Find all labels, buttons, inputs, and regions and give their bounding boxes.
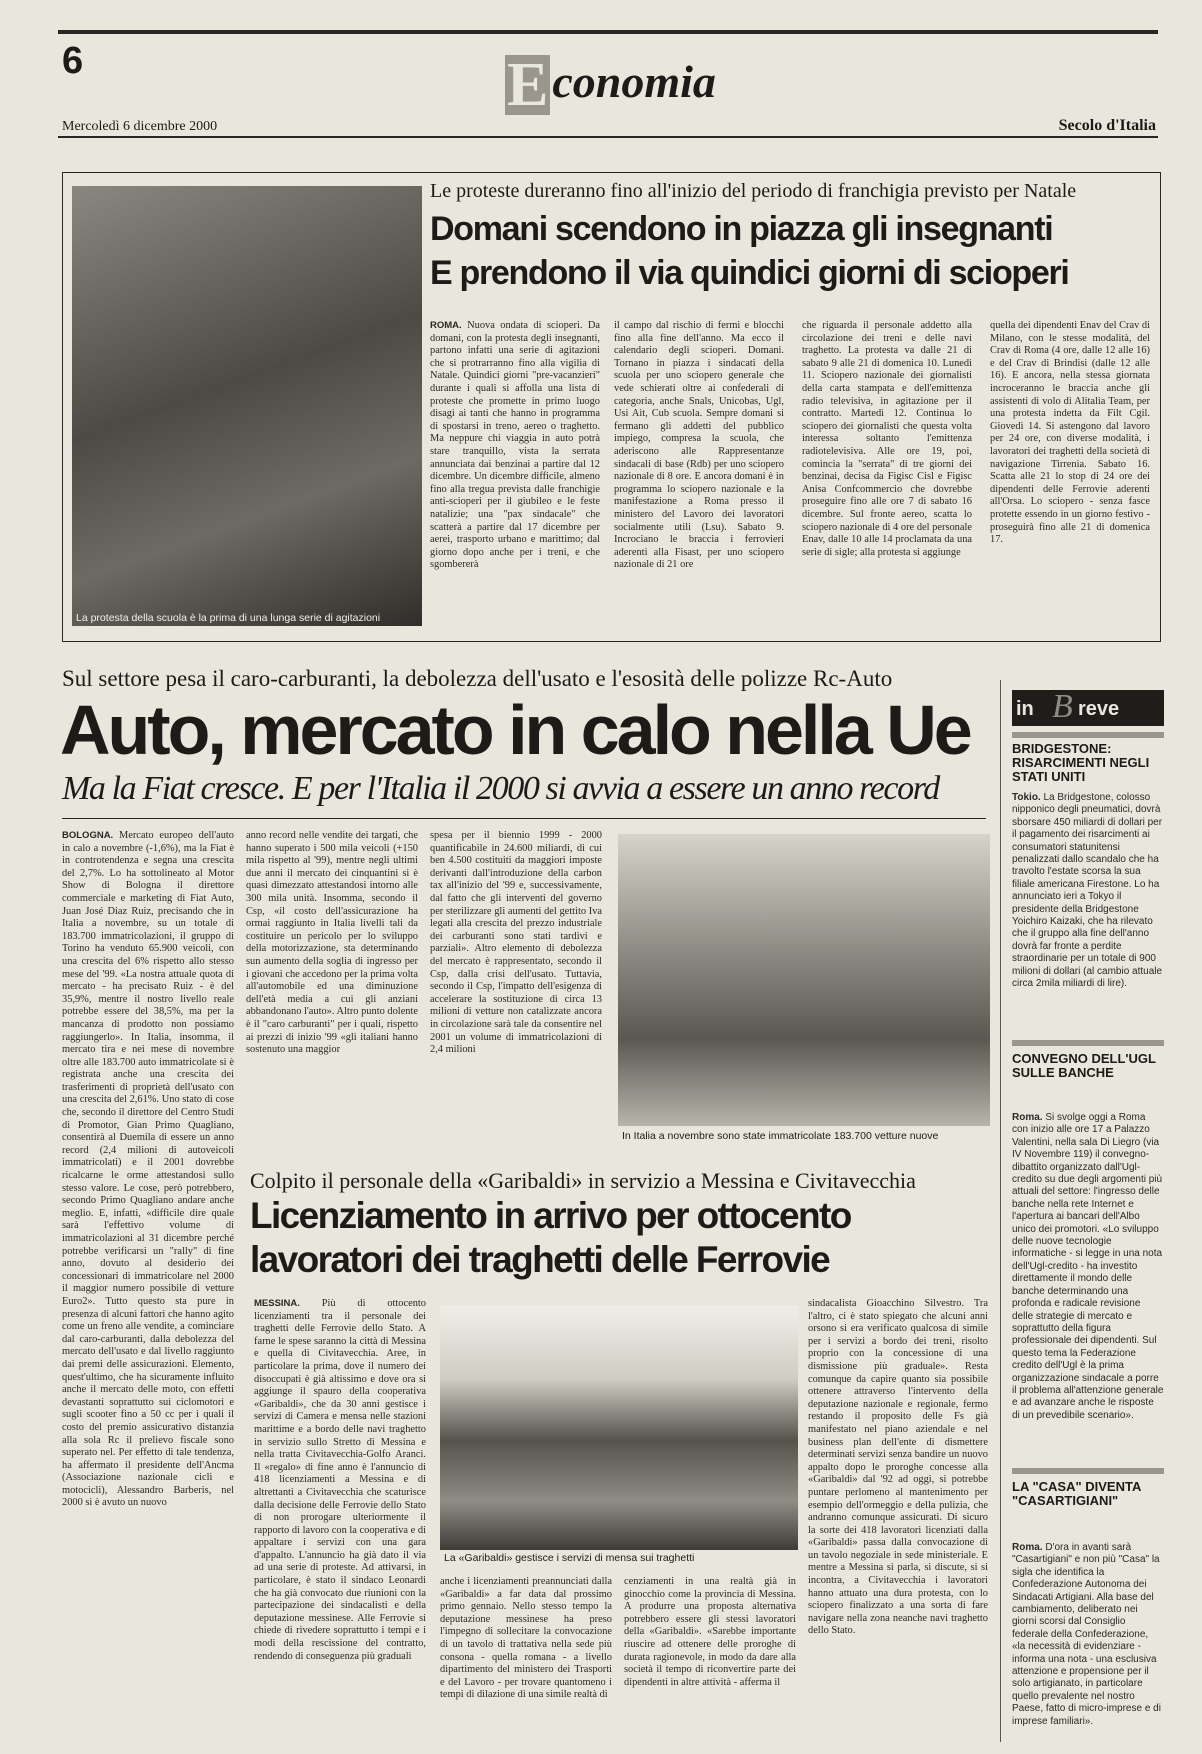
- breve-dateline-2: Roma.: [1012, 1112, 1043, 1123]
- breve-body-3: [1012, 1542, 1164, 1742]
- article2-column-2: [246, 830, 418, 1142]
- article1-headline-2: E prendono il via quindici giorni di scioperi: [430, 254, 1069, 292]
- article1-text-3: che riguarda il personale addetto alla circolazione dei treni e delle navi traghetto. La protesta va dalle 21 di sabato 9 alle 21 di domenica 10. Lunedì 11. Sciopero nazionale dei giornalisti della carta stampata e dell'emittenza radio televisiva, in agitazione per il contratto. Martedì 12. Continua lo sciopero dei giornalisti che questa volta interessa soltanto l'emittenza radiotelevisiva. Alle ore 19, poi, comincia la "serrata" di tre giorni dei benzinai, decisa da Figisc Cisl e Figisc Anisa Confcommercio che dovrebbe proseguire fino alle ore 7 di sabato 16 dicembre. Sul fronte aereo, scatta lo sciopero nazionale di 4 ore del personale Enav, dalle 10 alle 14 proclamata da una serie di sigle; alla protesta si aggiunge: [802, 320, 972, 558]
- article3-column-2: [440, 1576, 612, 1742]
- breve-dateline-3: Roma.: [1012, 1542, 1043, 1553]
- article2-text-3: spesa per il biennio 1999 - 2000 quantificabile in 24.600 miliardi, di cui ben 4.500 costituiti da maggiori imposte derivanti dall'introduzione della carbon tax all'inizio del '99 e, successivamente, dal fatto che gli interventi del governo per sterilizzare gli aumenti del gettito Iva legati alla crescita del prezzo industriale dei carburanti sono stati tardivi e parziali». Altro elemento di debolezza del mercato è rappresentato, secondo il Csp, dalla crisi dell'usato. Tuttavia, secondo il Csp, l'impatto dell'esigenza di accelerare la sostituzione di circa 13 milioni di vetture non catalizzate ancora in circolazione sarà tale da consentire nel 2001 un volume di immatricolazioni di 2,4 milioni: [430, 830, 602, 1056]
- breve-text-1: La Bridgestone, colosso nipponico degli pneumatici, dovrà sborsare 450 miliardi di dollari per il pagamento dei risarcimenti ai consumatori statunitensi penalizzati dallo scandalo che ha travolto l'estate scorsa la sua filiale americana Firestone. Lo ha annunciato ieri a Tokyo il presidente della Bridgestone Yoichiro Kaizaki, che ha rilevato che il gruppo alla fine dell'anno dovrà far fronte a perdite straordinarie per un totale di 900 milioni di dollari (al cambio attuale circa 2mila miliardi di lire).: [1012, 792, 1163, 990]
- article3-text-4: sindacalista Gioacchino Silvestro. Tra l'altro, ci è stato spiegato che alcuni anni orsono si era verificato qualcosa di simile per i servizi a bordo dei treni, risolto proprio con la concessione di una dismissione più graduale». Resta comunque da capire quanto sia possibile ottenere attraverso l'intervento della deputazione nazionale e regionale, fermo restando il proposito delle Fs già manifestato nel piano aziendale e nel business plan dell'ente di dismettere determinati servizi senza bandire un nuovo appalto dopo le proroghe concesse alla «Garibaldi» dal '92 ad oggi, si potrebbe puntare perlomeno al mantenimento per esempio dell'ormeggio e della pulizia, che andranno comunque assicurati. Di sicuro la sorte dei 418 lavoratori licenziati dalla «Garibaldi» passa dalla convocazione di un tavolo negoziale in sede ministeriale. E mentre a Messina si parla, si discute, si si incontra, a Civitavecchia i lavoratori hanno attuato una dura protesta, con lo sciopero finalizzato a una sorta di fare navigare nella zona neanche navi traghetto dello Stato.: [808, 1298, 988, 1637]
- article2-text-2: anno record nelle vendite dei targati, che hanno superato i 500 mila veicoli (+150 mila rispetto al '99), mentre negli ultimi due anni il mercato dei cinquantini si è quasi dimezzato attestandosi intorno alle 300 mila unità. Insomma, secondo il Csp, «il costo dell'assicurazione ha ormai raggiunto in Italia livelli tali da costituire un pericolo per lo sviluppo della motorizzazione, sta determinando sun aumento della soglia di ingresso per i giovani che accedono per la prima volta all'automobile ed una diminuzione dell'età media a cui gli anziani abbandonano l'auto». Altro punto dolente è il "caro carburanti" per i quali, rispetto ai prezzi di inizio '99 «gli italiani hanno sostenuto una maggior: [246, 830, 418, 1056]
- in-breve-reve: reve: [1078, 698, 1120, 720]
- breve-rule-3: [1012, 1468, 1164, 1474]
- newspaper-name: Secolo d'Italia: [1058, 117, 1156, 134]
- breve-rule-1: [1012, 732, 1164, 738]
- issue-date: Mercoledì 6 dicembre 2000: [62, 119, 218, 134]
- article3-text-2: anche i licenziamenti preannunciati dalla «Garibaldi» a far data dal prossimo primo gennaio. Nello stesso tempo la deputazione messinese ha preso l'impegno di sollecitare la convocazione di un tavolo di trattativa nella sede più consona - quella romana - a livello dipartimento del ministero dei Trasporti e del Lavoro - per trovare quantomeno i tempi di dilazione di una simile realtà di: [440, 1576, 612, 1701]
- article1-column-1: [430, 320, 600, 628]
- article3-text-1: Più di ottocento licenziamenti tra il personale dei traghetti delle Ferrovie dello Stato. A farne le spese saranno la città di Messina e quella di Civitavecchia. Aree, in particolare la prima, dove il numero dei disoccupati è già altissimo e dove ora si aggiunge il spauro della cooperativa «Garibaldi», che da 30 anni gestisce i servizi di Camera e mensa nelle stazioni marittime e a bordo delle navi traghetto in servizio sullo Stretto di Messina e nella tratta Civitavecchia-Golfo Aranci. Il «regalo» di fine anno è l'annuncio di 418 licenziamenti a Messina e di altrettanti a Civitavecchia che scaturisce dalla decisione delle Ferrovie dello Stato di non prorogare ulteriormente il rapporto di lavoro con la cooperativa e di appaltare i servizi con una gara d'appalto. L'annuncio ha già dato il via ad una serie di proteste. Ad attivarsi, in particolare, è stato il sindaco Leonardi che ha già convocato due riunioni con la partecipazione dei sindacalisti e della deputazione messinese. Alle Ferrovie si chiede di rivedere soprattutto i tempi e i modi della rescissione del contratto, rendendo di conseguenza più graduali: [254, 1298, 426, 1662]
- breve-headline-3: LA "CASA" DIVENTA "CASARTIGIANI": [1012, 1479, 1141, 1508]
- article3-column-4: [808, 1298, 988, 1742]
- article2-headline: Auto, mercato in calo nella Ue: [60, 691, 970, 769]
- article1-kicker: Le proteste dureranno fino all'inizio del periodo di franchigia previsto per Natale: [430, 180, 1077, 202]
- in-breve-label: [1012, 690, 1164, 726]
- article2-dateline: BOLOGNA.: [62, 830, 114, 841]
- in-breve-b: B: [1052, 688, 1073, 725]
- article1-headline-1: Domani scendono in piazza gli insegnanti: [430, 210, 1053, 248]
- article3-photo-caption: La «Garibaldi» gestisce i servizi di mensa sui traghetti: [444, 1552, 695, 1564]
- breve-body-2: [1012, 1112, 1164, 1460]
- article1-photo-caption: La protesta della scuola è la prima di una lunga serie di agitazioni: [76, 612, 381, 624]
- article1-text-4: quella dei dipendenti Enav del Crav di Milano, con le stesse modalità, del Crav di Roma (4 ore, dalle 12 alle 16) e del Crav di Brindisi (dalle 12 alle 16). E ancora, nella stessa giornata incroceranno le braccia anche gli assistenti di volo di Alitalia Team, per una protesta indetta da Filt Cgil. Giovedì 14. Si astengono dal lavoro per 24 ore, con diverse modalità, i lavoratori dei traghetti della società di navigazione Tirrenia. Sabato 16. Scatta alle 21 lo stop di 24 ore dei dipendenti delle Ferrovie aderenti all'Orsa. Lo sciopero - senza fasce protette essendo in un giorno festivo - proseguirà fino alle 21 di domenica 17.: [990, 320, 1150, 546]
- breve-headline-1: BRIDGESTONE: RISARCIMENTI NEGLI STATI UNITI: [1012, 741, 1150, 784]
- article1-dateline: ROMA.: [430, 320, 462, 331]
- article3-photo: [440, 1306, 798, 1550]
- breve-text-3: D'ora in avanti sarà "Casartigiani" e non più "Casa" la sigla che identifica la Confederazione Autonoma dei Sindacati Artigiani. Alla base del cambiamento, deliberato nei giorni scorsi dal Consiglio federale della Confederazione, «la necessità di evidenziare - informa una nota - una esclusiva attenzione e propensione per il solo artigianato, in particolare quello prevalente nel nostro Paese, fatto di micro-imprese e di imprese familiari».: [1012, 1542, 1161, 1727]
- article2-kicker: Sul settore pesa il caro-carburanti, la debolezza dell'usato e l'esosità delle polizze Rc-Auto: [62, 666, 893, 691]
- article3-text-3: cenziamenti in una realtà già in ginocchio come la provincia di Messina. A produrre una proposta alternativa potrebbero essere gli stessi lavoratori della «Garibaldi». «Sarebbe importante riuscire ad ottenere delle proroghe di durata ragionevole, in modo da dare alla società il tempo di riconvertire parte dei dipendenti in altre attività - afferma il: [624, 1576, 796, 1688]
- article3-column-1: [254, 1298, 426, 1742]
- section-title-rest: conomia: [552, 56, 716, 107]
- article3-headline-1: Licenziamento in arrivo per ottocento: [250, 1195, 851, 1236]
- article2-photo: [618, 834, 990, 1126]
- article1-text-2: il campo dal rischio di fermi e blocchi fino alla fine dell'anno. Ma ecco il calendario degli scioperi. Domani. Tornano in piazza i sindacati della scuola per uno sciopero generale che vede schierati oltre ai confederali di categoria, anche Snals, Unicobas, Ugl, Usi Ait, Cub scuola. Sempre domani si fermano gli addetti del pubblico impiego, compresa la scuola, che aderiscono alle Rappresentanze sindacali di base (Rdb) per uno sciopero nazionale di 8 ore. E ancora domani è in programma lo sciopero nazionale e la manifestazione a Roma presso il ministero del Lavoro dei lavoratori socialmente utili (Lsu). Sabato 9. Incrociano le braccia i ferrovieri aderenti alla Fisast, per uno sciopero nazionale di 21 ore: [614, 320, 784, 571]
- article2-deck: Ma la Fiat cresce. E per l'Italia il 2000 si avvia a essere un anno record: [62, 770, 939, 807]
- article2-photo-caption: In Italia a novembre sono state immatricolate 183.700 vetture nuove: [622, 1130, 939, 1142]
- article1-column-2: [614, 320, 784, 628]
- masthead-rule: [58, 136, 1158, 138]
- breve-divider: [1000, 680, 1001, 1742]
- article1-photo: [72, 186, 422, 626]
- breve-body-1: [1012, 792, 1164, 1032]
- in-breve-in: in: [1016, 698, 1034, 720]
- article1-text-1: Nuova ondata di scioperi. Da domani, con la protesta degli insegnanti, partono infatti una serie di agitazioni che si protrarranno fino alla vigilia di Natale. Quindici giorni "pre-vacanzieri" durante i quali si affolla una lista di proteste che promette in primo luogo disagi ai tanti che hanno in programma di spostarsi in treno, aereo o traghetto. Ma neppure chi viaggia in auto potrà stare tranquillo, vista la serrata annunciata dai benzinai a partire dal 12 dicembre. Un dicembre difficile, almeno fino alla tregua prevista dalle franchigie anti-scioperi per il giubileo e le feste natalizie; una "pax sindacale" che scatterà a partire dal 17 dicembre per aerei, trasporto urbano e marittimo; dal giorno dopo anche per i treni, e che sgombererà: [430, 320, 600, 571]
- breve-dateline-1: Tokio.: [1012, 792, 1041, 803]
- article3-dateline: MESSINA.: [254, 1298, 300, 1309]
- article2-column-3: [430, 830, 602, 1142]
- section-initial: E: [507, 51, 549, 119]
- article2-rule: [62, 818, 986, 819]
- breve-headline-2: CONVEGNO DELL'UGL SULLE BANCHE: [1012, 1051, 1156, 1080]
- article3-headline-2: lavoratori dei traghetti delle Ferrovie: [250, 1239, 830, 1280]
- breve-rule-2: [1012, 1040, 1164, 1046]
- top-rule: [58, 30, 1158, 34]
- article3-column-3: [624, 1576, 796, 1742]
- article2-text-1: Mercato europeo dell'auto in calo a novembre (-1,6%), ma la Fiat è in controtendenza e segna una crescita del 2,7%. Lo ha sottolineato al Motor Show di Bologna il direttore commerciale e marketing di Fiat Auto, Juan José Diaz Ruiz, precisando che in Italia a novembre, su un totale di 183.700 immatricolazioni, il gruppo di Torino ha venduto 65.900 veicoli, con una crescita del 6% rispetto allo stesso mese del '99. «La nostra attuale quota di mercato - ha precisato Ruiz - è del 35,9%, mentre il nostro livello reale potrebbe essere del 38,5%, ma per la mancanza di prodotto non possiamo raggiungerlo». In Italia, insomma, il mercato tira e nei mese di novembre oltre alle 183.700 auto immatricolate si è registrata anche una crescita dei trasferimenti di proprietà dell'usato con una crescita del 2,61%. Uno stato di cose che, secondo il direttore del Centro Studi di Promotor, Gian Primo Quagliano, consentirà al Duemila di essere un anno record (2,4 milioni di autoveicoli immatricolati) e il 2001 dovrebbe ricalcarne le orme attestandosi sullo stesso valore. Le cose, però potrebbero, secondo Primo Quagliano andare anche meglio. E, infatti, «difficile dire quale sarà l'effettivo volume di immatricolazioni al 31 dicembre perché potrebbe verificarsi un "rally" di fine anno, dovuto al desiderio dei concessionari di immatricolare nel 2000 il maggior numero possibile di vetture Euro2». Tutto questo sta pure in presenza di alcuni fattori che hanno agito come un freno alle vendite, a cominciare dal caro-carburanti, dalla debolezza del mercato dell'usato e dal livello raggiunto dai premi delle assicurazioni. Elemento, quest'ultimo, che ha sicuramente influito anche il mercato delle moto, con effetti devastanti soprattutto sui ciclomotori e sugli scooter fino a 50 cc per i quali il costo del premio assicurativo distanzia alla sola Rc il prelievo fiscale sono superato nel. Per effetto di tale tendenza, ha affermato il presidente dell'Ancma (Associazione nazionale cicli e motocicli), Alessandro Barberis, nel 2000 si è avuto un nuovo: [62, 830, 234, 1509]
- article3-kicker: Colpito il personale della «Garibaldi» in servizio a Messina e Civitavecchia: [250, 1168, 916, 1193]
- breve-text-2: Si svolge oggi a Roma con inizio alle ore 17 a Palazzo Valentini, nella sala Di Liegro (via IV Novembre 119) il convegno-dibattito organizzato dall'Ugl-credito su due degli argomenti più attuali del settore: l'ingresso delle banche nella rete Internet e l'apertura ai bancari dell'Albo unico dei promotori. «Lo sviluppo delle nuove tecnologie informatiche - si legge in una nota dell'Ugl-credito - ha investito direttamente il mondo delle banche determinando una profonda e radicale revisione delle strategie di mercato e soprattutto della figura professionale dei dipendenti. Sul questo tema la Federazione credito dell'Ugl è la prima organizzazione sindacale a porre il problema all'attenzione generale e ad avanzare anche le risposte di un prevedibile scenario».: [1012, 1112, 1164, 1421]
- section-title: [505, 51, 716, 119]
- article2-column-1: [62, 830, 234, 1742]
- article1-column-3: [802, 320, 972, 628]
- page-number: 6: [62, 40, 84, 82]
- article1-column-4: [990, 320, 1150, 628]
